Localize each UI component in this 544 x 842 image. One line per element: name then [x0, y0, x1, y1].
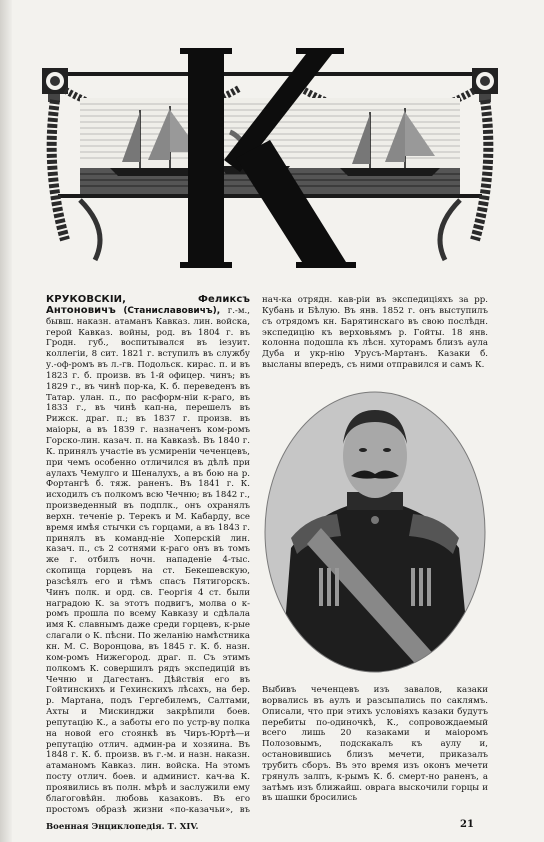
- portrait-svg: [261, 388, 489, 676]
- article-paragraph: [46, 295, 250, 815]
- header-engraving: [40, 40, 500, 278]
- article-headword-sub: (Станиславовичъ),: [123, 305, 221, 316]
- garland-right: [475, 100, 488, 240]
- article-headword: КРУКОВСКІЙ, Феликсъ Антоновичъ: [46, 295, 250, 316]
- garland-right-tail: [440, 200, 460, 260]
- portrait-image: [261, 388, 489, 676]
- engraving-svg: [40, 40, 500, 278]
- right-column-bottom: [262, 685, 488, 809]
- left-post: [42, 68, 68, 102]
- garland-left-tail: [80, 200, 100, 260]
- right-post: [472, 68, 498, 102]
- garland-left: [52, 100, 65, 240]
- left-column: [46, 295, 250, 815]
- article-body-left: г.-м., бывш. наказн. атаманъ Кавказ. лин. войска, герой Кавказ. войны, род. въ 1804 г. въ Гродн. губ., воспитывался въ іезуит. коллегіи, 8 сит. 1821 г. вступилъ въ службу у.-оф-ромъ въ л.-гв. Подольск. кирас. п. и въ 1823 г. б. произв. въ 1-й офицер. чинъ; въ 1829 г., въ чинѣ пор-ка, К. б. переведенъ въ Татар. улан. п., по расформ-ніи к-рагo, въ 1833 г., въ чинѣ кап-на, перешелъ въ Рижск. драг. п.; въ 1837 г. произв. въ маіоры, а въ 1839 г. назначенъ ком-ромъ Горско-лин. казач. п. на Кавказѣ. Въ 1840 г. К. принялъ участіе въ усмиреніи чеченцевъ, при чемъ особенно отличился въ дѣлѣ при аулахъ Чемулго и Шеналухъ, а въ бою на р. Фортангѣ б. тяж. раненъ. Въ 1841 г. К. исходилъ съ полкомъ всю Чечню; въ 1842 г., произведенный въ подплк., онъ охранялъ верхн. теченіе р. Терекъ и М. Кабарду, все время имѣя стычки съ горцами, а въ 1843 г. принялъ въ команд-ніе Хоперскій лин. казач. п., съ 2 сотнями к-раго онъ въ томъ же г. отбилъ ночн. нападеніе 4-тыс. скопища горцевъ на ст. Бекешевскую, разсѣялъ его и тѣмъ спасъ Пятигорскъ. Чинъ полк. и орд. св. Георгія 4 ст. были наградою К. за этотъ подвигъ, молва о к-ромъ прошла по всему Кавказу и сдѣлала имя К. славнымъ даже среди горцевъ, к-рые слагали о К. пѣсни. По желанію намѣстника кн. М. С. Воронцова, въ 1845 г. К. б. назн. ком-ромъ Нижегород. драг. п. Съ этимъ полкомъ К. совершилъ рядъ экспедицій въ Чечню и Дагестанъ. Дѣйствія его въ Гойтинскихъ и Гехинскихъ лѣсахъ, на бер. р. Мартана, подъ Гергебилемъ, Салтами, Ахты и Мискинджи закрѣпили боев. репутацію К., а заботы его по устр-ву полка на новой его стоянкѣ въ Чиръ-Юртѣ—и репутацію отлич. админ-ра и хозяина. Въ 1848 г. К. б. произв. въ г.-м. и назн. наказн. атаманомъ Кавказ. лин. войска. На этомъ посту отлич. боев. и админист. кач-ва К. проявились въ полн. мѣрѣ и заслужили ему благоговѣйн. любовь казаковъ. Въ его простомъ образѣ жизни «по-казачьи», въ: [46, 305, 250, 815]
- right-column-top: [262, 295, 488, 385]
- top-rail: [50, 72, 490, 76]
- page-number: 21: [460, 819, 474, 830]
- right-column-top-text: нач-ка отрядн. кав-ріи въ экспедиціяхъ за рр. Кубань и Бѣлую. Въ янв. 1852 г. онъ выступилъ съ отрядомъ кн. Барятинскаго въ свою послѣдн. экспедицію къ верховьямъ р. Гойты. 18 янв. колонна подошла къ лѣсн. хуторамъ близъ аула Дуба и укр-нію Урусъ-Мартанъ. Казаки б. высланы впередъ, съ ними отправился и самъ К.: [262, 295, 488, 371]
- page-fold-shadow: [0, 0, 12, 842]
- right-column-bottom-text: Выбивъ чеченцевъ изъ завалов, казаки ворвались въ аулъ и разсыпались по саклямъ. Описали, что при этихъ условіяхъ казаки будутъ перебиты по-одиночкѣ, К., сопровождаемый всего лишь 20 казаками и маіоромъ Полозовымъ, подскакалъ къ аулу и, остановившись близъ мечети, приказалъ трубить сборъ. Въ это время изъ оконъ мечети грянулъ залпъ, к-рымъ К. б. смерт-но раненъ, а затѣмъ изъ ближайш. оврага выскочили горцы и въ шашки бросились: [262, 685, 488, 804]
- footer-source: Военная Энциклопедія. Т. XIV.: [46, 822, 199, 832]
